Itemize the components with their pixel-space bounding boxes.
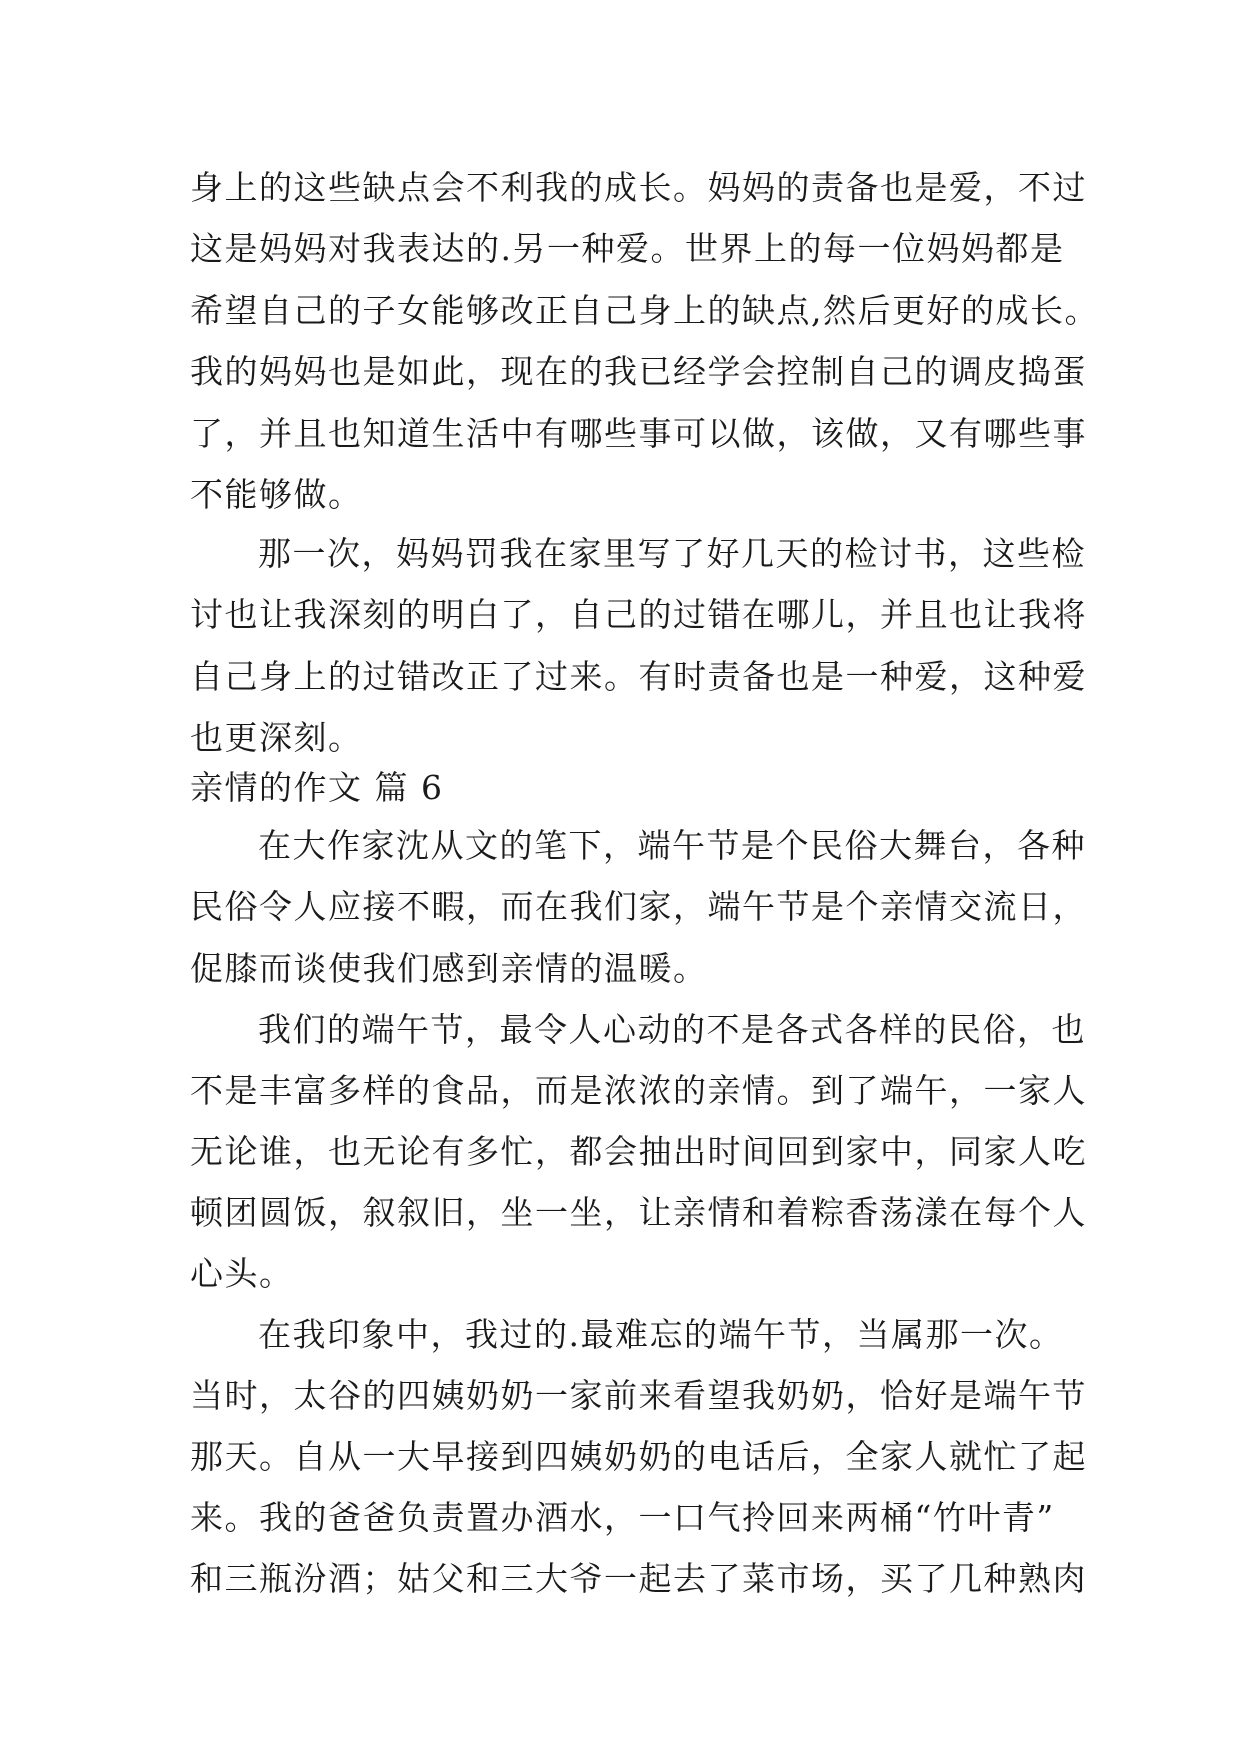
text-line: 促膝而谈使我们感到亲情的温暖。 [190, 949, 708, 988]
paragraph-first-line: 我们的端午节，最令人心动的不是各式各样的民俗，也 [258, 1010, 1086, 1049]
text-line: 无论谁，也无论有多忙，都会抽出时间回到家中，同家人吃 [190, 1132, 1087, 1171]
text-line: 身上的这些缺点会不利我的成长。妈妈的责备也是爱，不过 [190, 168, 1087, 207]
section-heading: 亲情的作文 篇 6 [190, 768, 444, 807]
text-line: 希望自己的子女能够改正自己身上的缺点,然后更好的成长。 [190, 291, 1099, 330]
text-line: 了，并且也知道生活中有哪些事可以做，该做，又有哪些事 [190, 414, 1087, 453]
text-line: 来。我的爸爸负责置办酒水，一口气拎回来两桶“竹叶青” [190, 1498, 1055, 1537]
paragraph-first-line: 在大作家沈从文的笔下，端午节是个民俗大舞台，各种 [258, 826, 1086, 865]
text-line: 顿团圆饭，叙叙旧，坐一坐，让亲情和着粽香荡漾在每个人 [190, 1193, 1087, 1232]
text-line: 不是丰富多样的食品，而是浓浓的亲情。到了端午，一家人 [190, 1071, 1087, 1110]
text-line: 我的妈妈也是如此，现在的我已经学会控制自己的调皮捣蛋 [190, 352, 1087, 391]
text-line: 心头。 [190, 1254, 294, 1293]
text-line: 讨也让我深刻的明白了，自己的过错在哪儿，并且也让我将 [190, 595, 1087, 634]
text-line: 自己身上的过错改正了过来。有时责备也是一种爱，这种爱 [190, 657, 1087, 696]
text-line: 不能够做。 [190, 475, 363, 514]
text-line: 那天。自从一大早接到四姨奶奶的电话后，全家人就忙了起 [190, 1437, 1087, 1476]
text-line: 当时，太谷的四姨奶奶一家前来看望我奶奶，恰好是端午节 [190, 1376, 1087, 1415]
paragraph-first-line: 在我印象中，我过的.最难忘的端午节，当属那一次。 [258, 1315, 1064, 1354]
text-line: 也更深刻。 [190, 718, 363, 757]
text-line: 和三瓶汾酒；姑父和三大爷一起去了菜市场，买了几种熟肉 [190, 1559, 1087, 1598]
paragraph-first-line: 那一次，妈妈罚我在家里写了好几天的检讨书，这些检 [258, 534, 1086, 573]
text-line: 这是妈妈对我表达的.另一种爱。世界上的每一位妈妈都是 [190, 229, 1065, 268]
text-line: 民俗令人应接不暇，而在我们家，端午节是个亲情交流日， [190, 887, 1087, 926]
